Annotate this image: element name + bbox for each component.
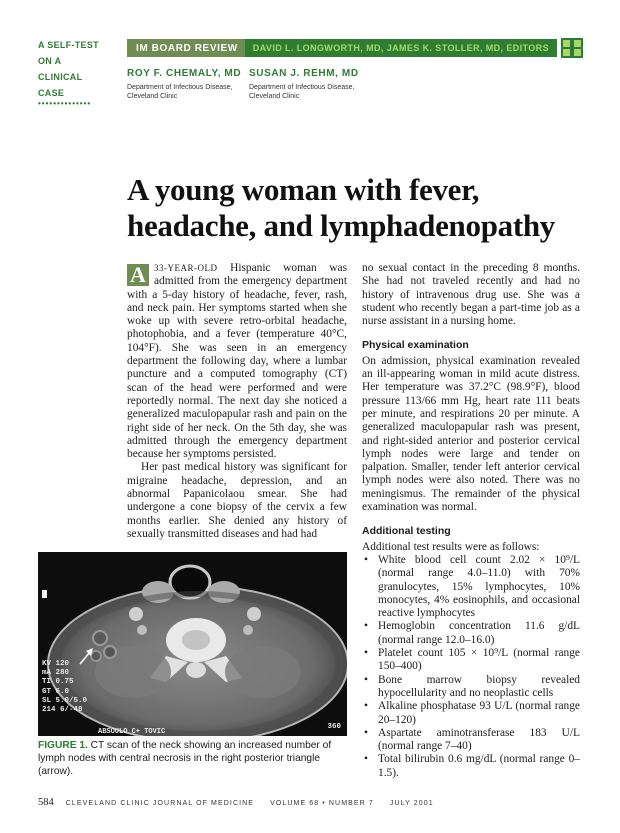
author-affiliation — [249, 83, 379, 101]
tag-line: A SELF-TEST — [38, 40, 99, 50]
tag-line: CASE — [38, 88, 65, 98]
list-item: • White blood cell count 2.02 × 10⁹/L (normal range 4.0–11.0) with 70% granulocytes, 15% lymphocytes, 10% monocytes, 4% eosinophils, and occasional reactive lymphocytes — [362, 554, 580, 620]
editors-banner: DAVID L. LONGWORTH, MD, JAMES K. STOLLER, MD, EDITORS — [245, 39, 557, 57]
affiliation-line: Department of Infectious Disease, — [249, 84, 355, 91]
list-item: • Bone marrow biopsy revealed hypocellularity and no neoplastic cells — [362, 674, 580, 701]
tag-line: CLINICAL — [38, 72, 83, 82]
title-line: headache, and lymphadenopathy — [127, 208, 555, 243]
author-name: SUSAN J. REHM, MD — [249, 68, 359, 79]
affiliation-line: Department of Infectious Disease, — [127, 84, 233, 91]
test-results-list — [362, 554, 580, 780]
affiliation-line: Cleveland Clinic — [127, 93, 178, 100]
journal-logo-icon — [561, 38, 583, 58]
section-heading: Additional testing — [362, 525, 451, 538]
scan-param: GT 6.0 — [42, 687, 70, 696]
section-heading: Physical examination — [362, 339, 469, 352]
scan-param: ABSOULO C+ TOVIC — [98, 728, 166, 736]
figure-caption — [38, 739, 343, 778]
scan-param: 214 6/-48 — [42, 706, 83, 715]
page-number: 584 — [38, 797, 54, 808]
drop-cap: A — [127, 264, 149, 286]
page-footer — [38, 797, 450, 808]
paragraph: no sexual contact in the preceding 8 months. She had not traveled recently and had no history of intravenous drug use. She was a student who recently began a part-time job as a nurse assistant in a nursing home. — [362, 262, 580, 328]
scan-param: TI 0.75 — [42, 678, 74, 687]
paragraph — [127, 262, 347, 461]
list-item: • Hemoglobin concentration 11.6 g/dL (normal range 12.0–16.0) — [362, 620, 580, 647]
body-column-right — [362, 262, 580, 782]
paragraph-text: Hispanic woman was admitted from the emergency department with a 5-day history of headache, fever, rash, and neck pain. Her symptoms started when she woke up with severe retro-orbital headache, photophobia, and a fever (temperature 40°C, 104°F). She was seen in an emergency department the following day, where a lumbar puncture and a computed tomography (CT) scan of the head were performed and were reportedly normal. The next day she noticed a generalized maculopapular rash and pain on the right side of her neck. On the 5th day, she was admitted through the emergency department because her symptoms persisted. — [127, 262, 347, 461]
scan-param: SL 5.0/5.0 — [42, 696, 88, 705]
affiliation-line: Cleveland Clinic — [249, 93, 300, 100]
scan-param: KV 120 — [42, 660, 70, 668]
title-line: A young woman with fever, — [127, 172, 480, 207]
ct-scan-figure — [38, 552, 347, 736]
author-block — [249, 68, 379, 101]
issue-date: JULY 2001 — [389, 800, 434, 807]
paragraph: Additional test results were as follows: — [362, 540, 540, 553]
paragraph: On admission, physical examination revealed an ill-appearing woman in mild acute distress. Her temperature was 37.2°C (98.9°F), blood pressure 113/66 mm Hg, heart rate 111 beats per minute, and respirations 20 per minute. A generalized maculopapular rash was present, and right-sided anterior and posterior cervical lymph nodes were large and tender on palpation. Smaller, tender left anterior cervical lymph nodes were also noted. There was no meningismus. The remainder of the physical examination was normal. — [362, 354, 580, 514]
scan-window-value: 360 — [327, 723, 341, 731]
caption-label: FIGURE 1. — [38, 740, 88, 751]
self-test-tag — [38, 37, 118, 107]
volume-issue: VOLUME 68 • NUMBER 7 — [270, 800, 374, 807]
journal-name: CLEVELAND CLINIC JOURNAL OF MEDICINE — [65, 800, 255, 807]
tag-line: ON A — [38, 56, 62, 66]
article-title — [127, 172, 597, 244]
scan-parameters — [42, 660, 87, 715]
lead-in: 33-YEAR-OLD — [154, 263, 218, 273]
caption-text: CT scan of the neck showing an increased number of lymph nodes with central necrosis in the right posterior triangle (arrow). — [38, 740, 332, 777]
list-item: • Total bilirubin 0.6 mg/dL (normal range 0–1.5). — [362, 753, 580, 780]
list-item: • Aspartate aminotransferase 183 U/L (normal range 7–40) — [362, 727, 580, 754]
paragraph: Her past medical history was significant for migraine headache, depression, and an abnormal Papanicolaou smear. She had undergone a cone biopsy of the cervix a few months earlier. She denied any history of sexually transmitted diseases and had had — [127, 461, 347, 540]
list-item: • Platelet count 105 × 10⁹/L (normal range 150–400) — [362, 647, 580, 674]
tag-dots: •••••••••••••• — [38, 99, 92, 108]
list-item: • Alkaline phosphatase 93 U/L (normal range 20–120) — [362, 700, 580, 727]
scan-param: mA 280 — [42, 669, 70, 678]
author-affiliation — [127, 83, 257, 101]
author-name: ROY F. CHEMALY, MD — [127, 68, 242, 79]
body-column-left — [127, 262, 347, 550]
author-block — [127, 68, 257, 101]
section-banner: IM BOARD REVIEW — [127, 39, 245, 57]
